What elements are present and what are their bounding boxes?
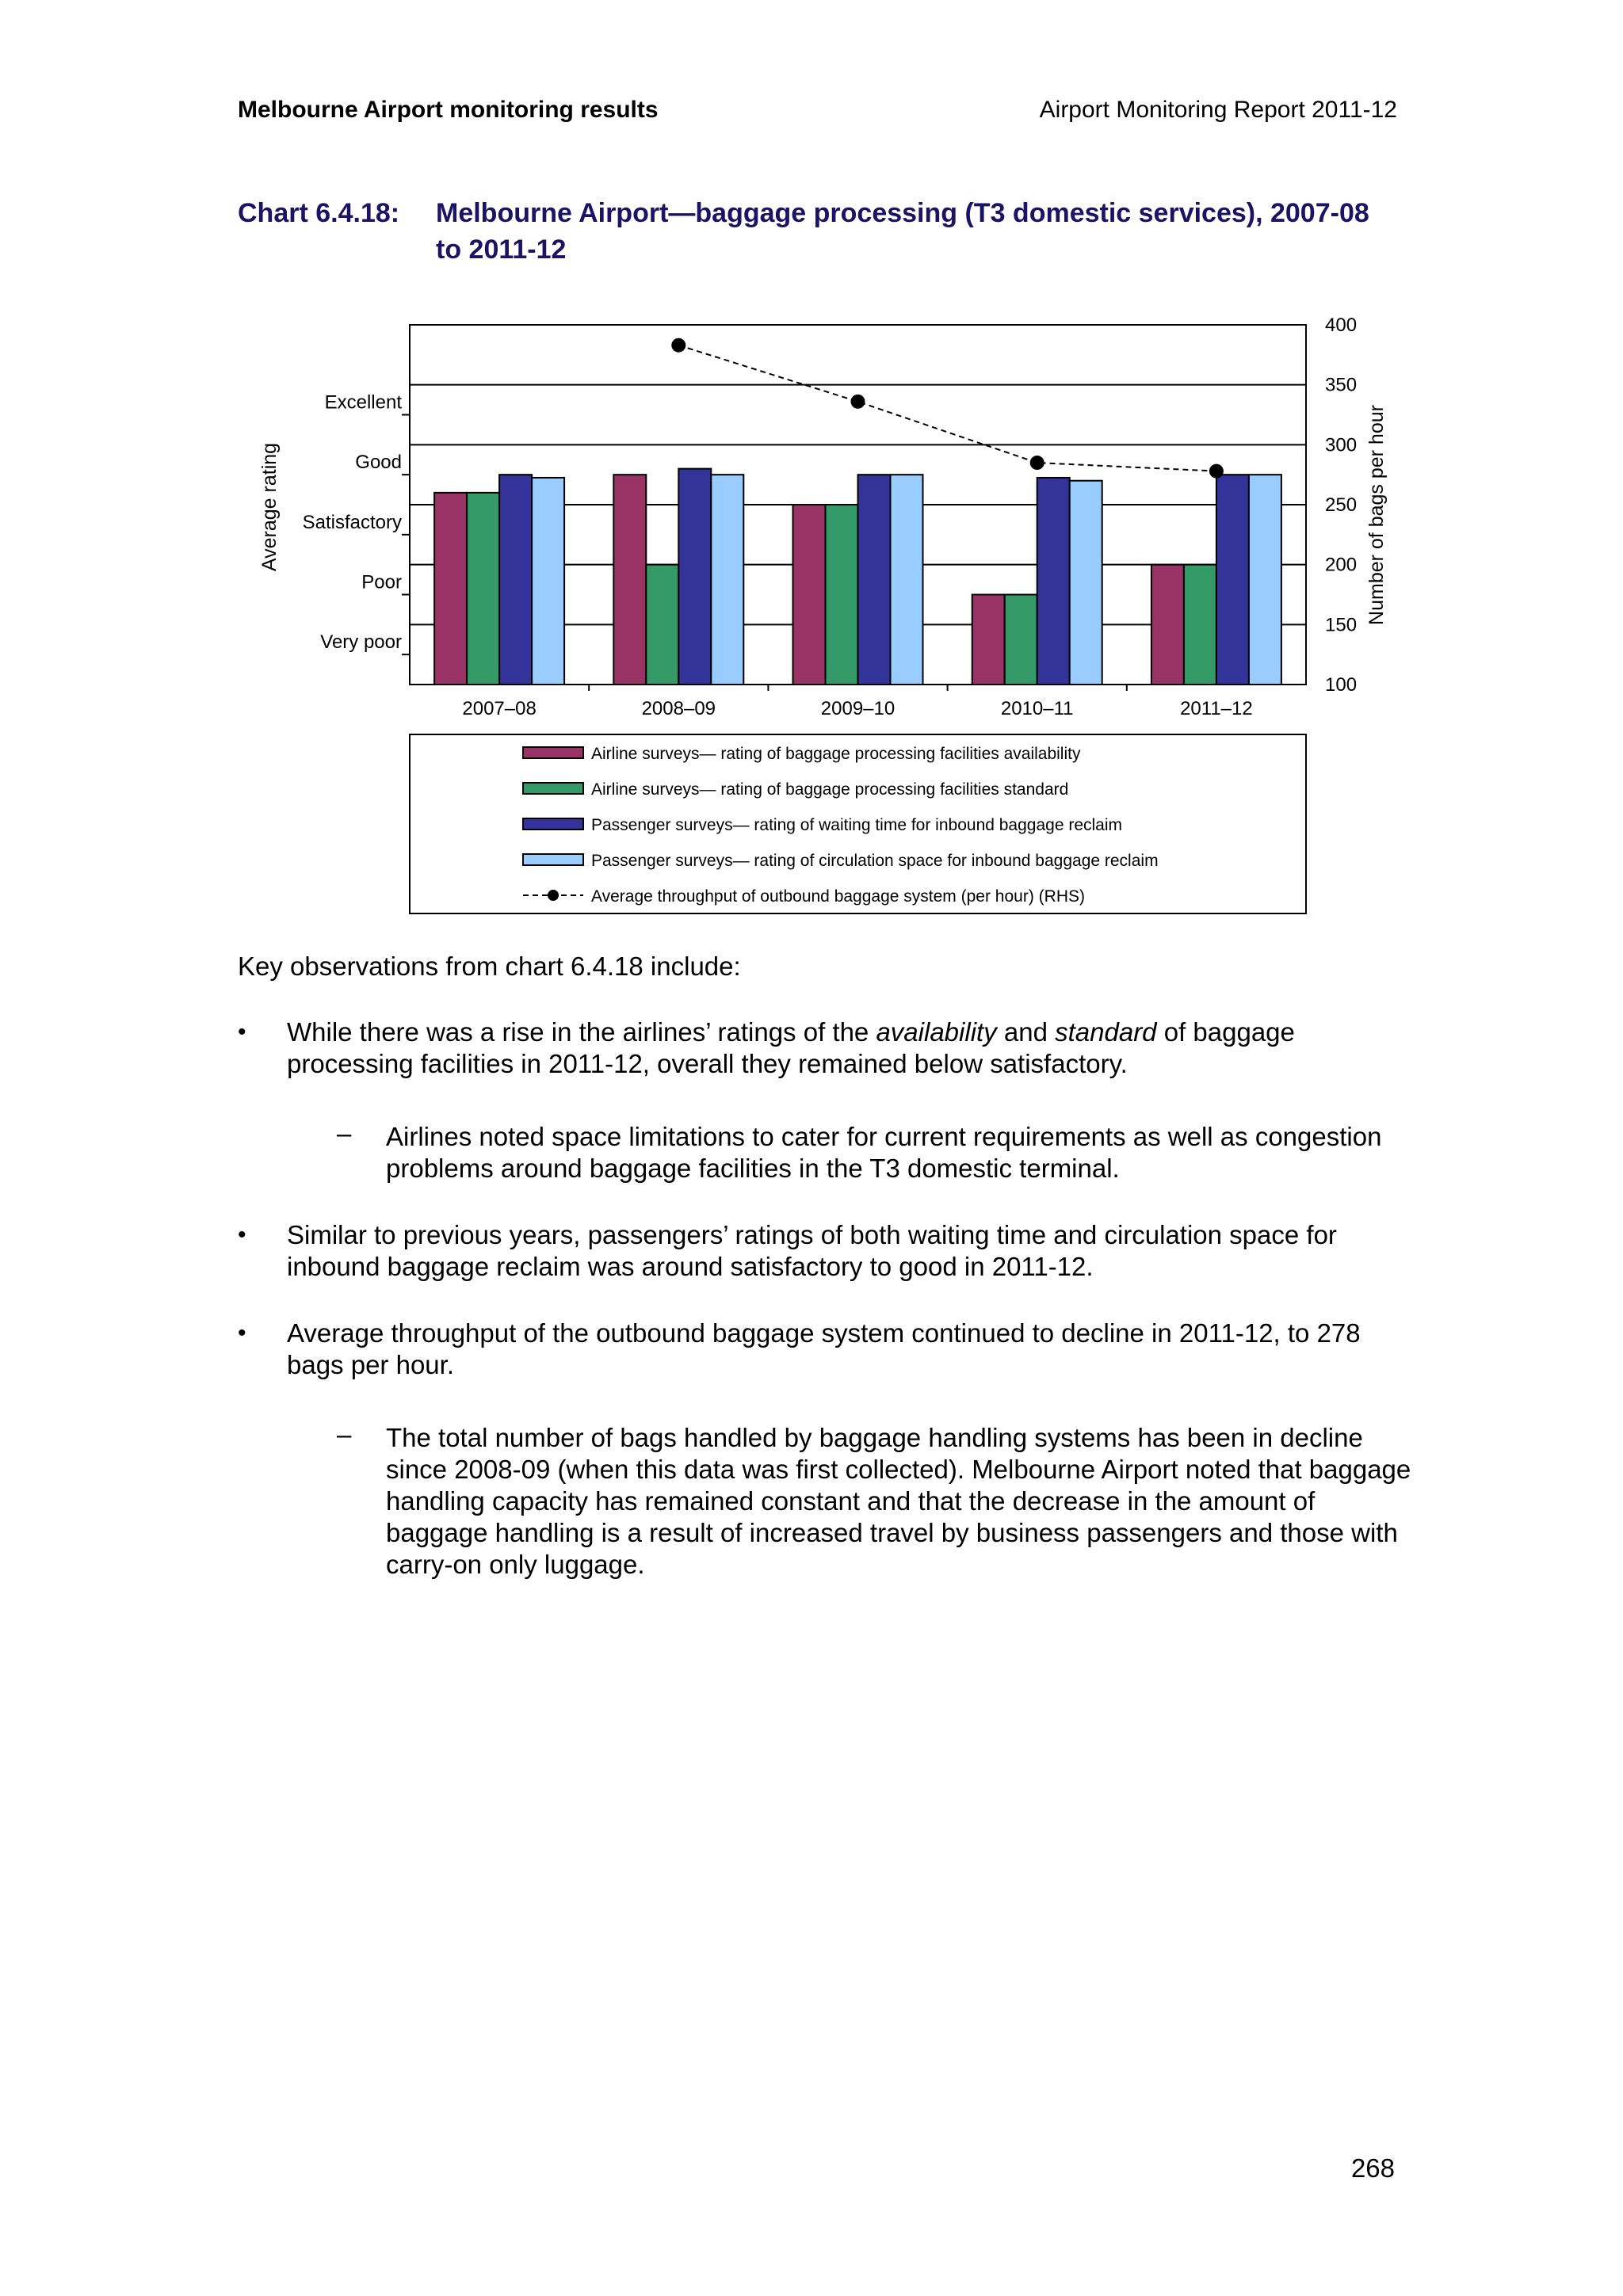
bar (1070, 481, 1102, 685)
page-number: 268 (1350, 2153, 1395, 2183)
y-tick-label: Good (355, 452, 402, 474)
bar (891, 475, 923, 685)
y-tick-label: Poor (361, 571, 402, 593)
y-tick-label: Satisfactory (302, 511, 402, 533)
legend-swatch (523, 783, 583, 794)
running-header-right: Airport Monitoring Report 2011-12 (1039, 97, 1397, 123)
x-tick-label: 2011–12 (1180, 698, 1253, 719)
y2-tick-label: 100 (1325, 674, 1358, 696)
observation-1-text-b: and (996, 1017, 1056, 1047)
observation-1-emphasis-availability: availability (876, 1017, 997, 1047)
legend-marker (548, 890, 559, 901)
bar (711, 475, 743, 685)
bar (1037, 478, 1070, 685)
bullet-icon: • (238, 1320, 246, 1346)
y2-tick-label: 250 (1325, 494, 1358, 516)
bar (826, 505, 858, 685)
bar (1216, 475, 1249, 685)
y-axis-title: Average rating (258, 442, 281, 572)
y2-axis-title: Number of bags per hour (1365, 405, 1388, 625)
bar (1151, 565, 1184, 685)
legend-swatch (523, 818, 583, 830)
bar (1249, 475, 1281, 685)
bar (434, 493, 467, 685)
observations-intro: Key observations from chart 6.4.18 include: (238, 952, 741, 981)
legend-swatch (523, 747, 583, 758)
x-tick-label: 2009–10 (820, 698, 896, 719)
legend-label: Passenger surveys— rating of waiting time for inbound baggage reclaim (591, 816, 1123, 834)
throughput-point (1030, 456, 1044, 470)
legend-label: Airline surveys— rating of baggage processing facilities standard (591, 780, 1069, 799)
observation-1-text-a: While there was a rise in the airlines’ ratings of the (287, 1017, 876, 1047)
bar (678, 469, 711, 685)
legend-swatch (523, 854, 583, 865)
observation-1-emphasis-standard: standard (1055, 1017, 1157, 1047)
bar (613, 475, 646, 685)
bullet-icon: • (238, 1222, 246, 1248)
dash-icon: – (337, 1119, 352, 1148)
bar (499, 475, 532, 685)
bar (972, 595, 1005, 685)
bar (858, 475, 891, 685)
legend-label: Average throughput of outbound baggage system (per hour) (RHS) (591, 887, 1085, 906)
dash-icon: – (337, 1420, 352, 1449)
y2-tick-label: 350 (1325, 374, 1358, 396)
bar (1184, 565, 1216, 685)
bar (1005, 595, 1037, 685)
baggage-processing-chart (0, 0, 1623, 935)
throughput-point (851, 395, 865, 409)
observation-2: Similar to previous years, passengers’ ratings of both waiting time and circulation space for inbound baggage reclaim was around satisfactory to good in 2011-12. (287, 1220, 1337, 1281)
observation-3-sub: The total number of bags handled by baggage handling systems has been in decline since 2008-09 (when this data was first collected). Melbourne Airport noted that baggage handling capacity has remained constant and that the decrease in the amount of baggage handling is a result of increased travel by business passengers and those with carry-on only luggage. (386, 1423, 1411, 1579)
y2-tick-label: 400 (1325, 315, 1358, 336)
observation-3: Average throughput of the outbound baggage system continued to decline in 2011-12, to 278 bags per hour. (287, 1318, 1361, 1379)
bar (646, 565, 678, 685)
bar (467, 493, 499, 685)
chart-number: Chart 6.4.18: (238, 198, 400, 228)
throughput-point (1209, 464, 1224, 479)
x-tick-label: 2010–11 (1000, 698, 1074, 719)
y-tick-label: Excellent (324, 391, 402, 414)
y2-tick-label: 200 (1325, 554, 1358, 576)
bar (793, 505, 826, 685)
bullet-icon: • (238, 1019, 246, 1045)
legend-label: Airline surveys— rating of baggage processing facilities availability (591, 745, 1081, 763)
y-tick-label: Very poor (320, 631, 402, 654)
legend-label: Passenger surveys— rating of circulation space for inbound baggage reclaim (591, 852, 1159, 870)
bar (532, 478, 564, 685)
x-tick-label: 2008–09 (641, 698, 716, 719)
x-tick-label: 2007–08 (462, 698, 537, 719)
observation-1-text-c: of baggage processing facilities in 2011-12, overall they remained below satisfactory. (287, 1017, 1295, 1078)
observation-1 (287, 1016, 1412, 1080)
throughput-point (671, 338, 685, 353)
y2-tick-label: 150 (1325, 614, 1358, 636)
chart-title-text: Melbourne Airport—baggage processing (T3 domestic services), 2007-08 to 2011-12 (436, 198, 1369, 265)
running-header-left: Melbourne Airport monitoring results (238, 97, 659, 123)
observation-1-sub: Airlines noted space limitations to cater for current requirements as well as congestion problems around baggage facilities in the T3 domestic terminal. (386, 1122, 1382, 1183)
y2-tick-label: 300 (1325, 434, 1358, 456)
